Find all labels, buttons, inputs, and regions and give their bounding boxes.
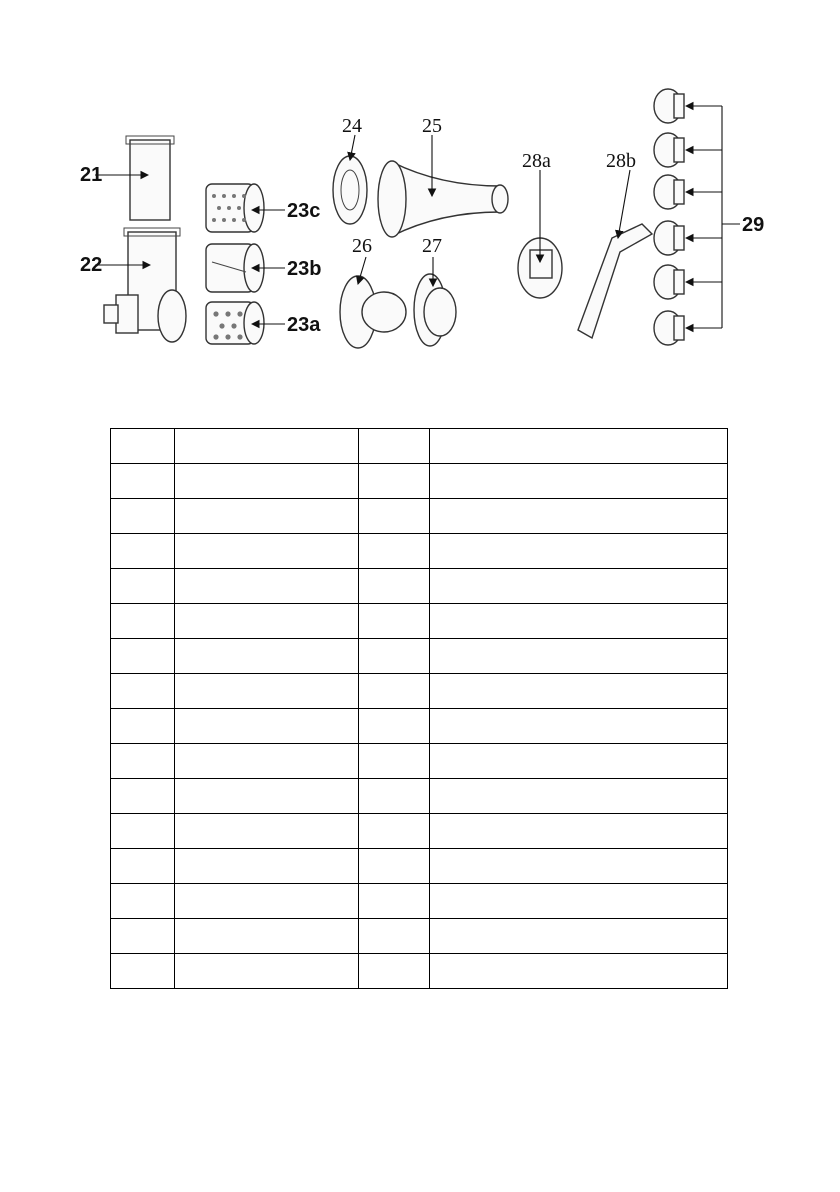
table-cell [430,779,728,814]
table-cell [111,569,175,604]
part-27 [414,257,456,346]
label-21: 21 [80,164,103,186]
table-cell [359,884,430,919]
table-cell [430,709,728,744]
table-cell [359,604,430,639]
table-cell [359,954,430,989]
drum-23c [206,184,285,232]
table-cell [175,884,359,919]
label-25: 25 [422,115,442,137]
table-cell [175,534,359,569]
table-row [111,464,728,499]
parts-exploded-diagram [0,0,840,400]
table-cell [111,884,175,919]
table-cell [175,639,359,674]
table-row [111,814,728,849]
part-24 [333,135,367,224]
table-cell [430,534,728,569]
label-27: 27 [422,235,442,257]
table-cell [430,814,728,849]
parts-table [110,428,728,989]
part-25 [378,135,508,237]
table-cell [359,849,430,884]
table-row [111,429,728,464]
table-cell [175,779,359,814]
table-cell [111,604,175,639]
drum-23a [206,302,285,344]
table-cell [430,429,728,464]
drum-23b [206,244,285,292]
table-cell [175,709,359,744]
table-cell [111,744,175,779]
part-26 [340,257,406,348]
label-28a: 28a [522,150,551,172]
table-cell [359,709,430,744]
table-cell [175,849,359,884]
table-row [111,954,728,989]
table-cell [111,674,175,709]
table-cell [430,674,728,709]
table-row [111,639,728,674]
table-cell [430,499,728,534]
table-cell [430,744,728,779]
table-cell [175,674,359,709]
part-29-discs [654,89,740,345]
label-26: 26 [352,235,372,257]
table-cell [359,464,430,499]
table-cell [359,534,430,569]
label-23b: 23b [287,258,322,280]
table-row [111,744,728,779]
parts-table-body [111,429,728,989]
table-cell [430,569,728,604]
slicer-housing-part [95,228,186,342]
table-cell [430,849,728,884]
table-cell [111,534,175,569]
table-cell [359,569,430,604]
label-22: 22 [80,254,103,276]
table-cell [111,709,175,744]
table-cell [359,744,430,779]
table-cell [175,569,359,604]
table-cell [111,464,175,499]
table-cell [359,814,430,849]
table-cell [359,919,430,954]
table-cell [111,639,175,674]
table-cell [175,464,359,499]
table-cell [430,464,728,499]
table-row [111,534,728,569]
table-cell [430,954,728,989]
table-cell [175,814,359,849]
label-29: 29 [742,214,765,236]
part-28a [518,170,562,298]
table-cell [430,919,728,954]
label-24: 24 [342,115,362,137]
table-row [111,709,728,744]
table-cell [359,674,430,709]
table-row [111,919,728,954]
label-23c: 23c [287,200,321,222]
table-cell [175,954,359,989]
table-cell [175,604,359,639]
table-cell [175,919,359,954]
label-28b: 28b [606,150,636,172]
table-row [111,499,728,534]
table-cell [175,744,359,779]
part-28b [578,170,652,338]
table-cell [111,814,175,849]
table-row [111,884,728,919]
table-cell [175,429,359,464]
table-cell [359,429,430,464]
table-row [111,674,728,709]
table-cell [359,639,430,674]
label-23a: 23a [287,314,321,336]
table-row [111,569,728,604]
table-row [111,849,728,884]
pusher-part [95,136,174,220]
table-cell [175,499,359,534]
table-cell [359,779,430,814]
table-cell [111,779,175,814]
table-row [111,604,728,639]
table-cell [430,639,728,674]
table-cell [111,499,175,534]
table-cell [430,604,728,639]
table-cell [111,954,175,989]
table-cell [111,429,175,464]
table-cell [430,884,728,919]
table-cell [111,849,175,884]
table-row [111,779,728,814]
table-cell [111,919,175,954]
table-cell [359,499,430,534]
